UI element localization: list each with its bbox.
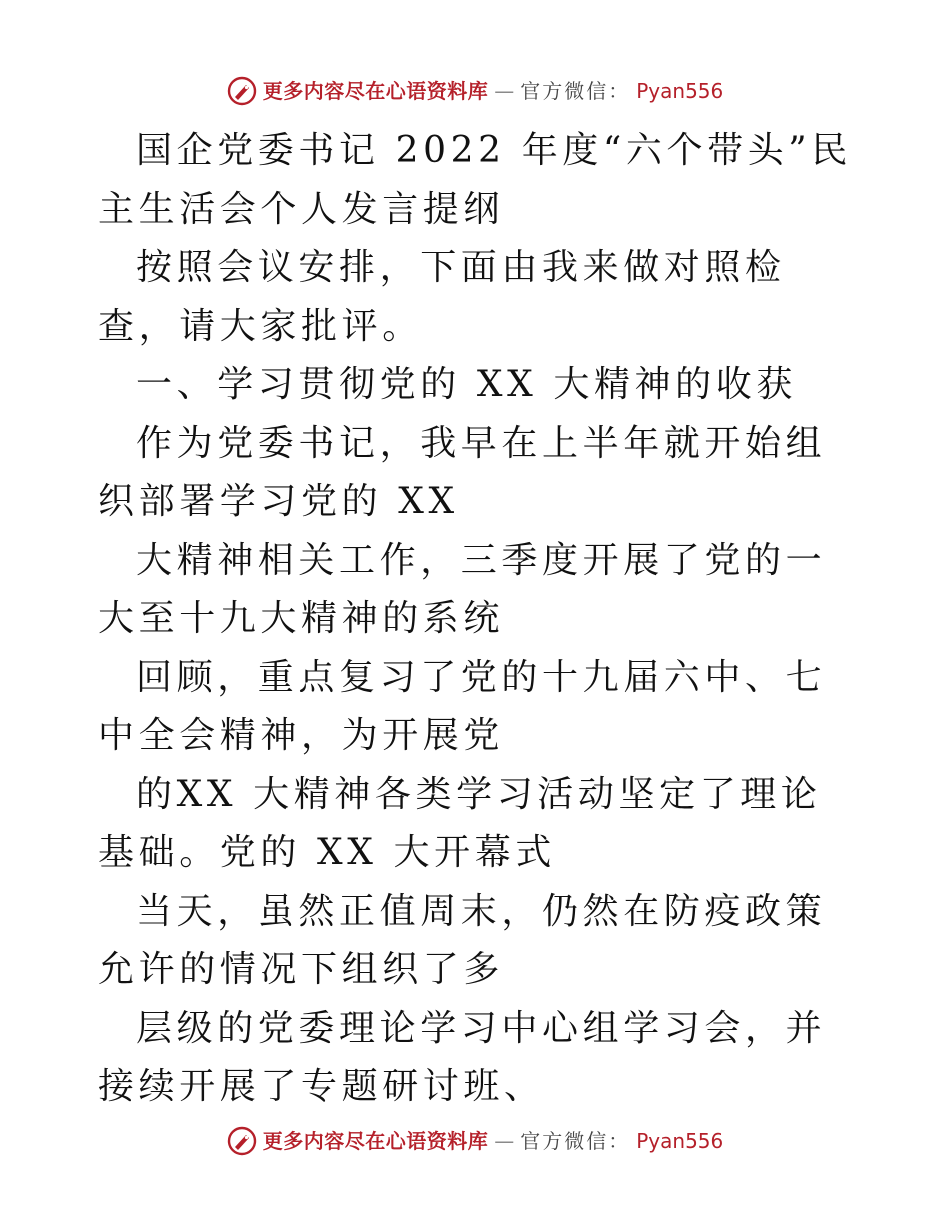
watermark-wechat-id: Pyan556 <box>636 79 724 103</box>
document-title: 国企党委书记 2022 年度“六个带头”民主生活会个人发言提纲 <box>98 130 852 230</box>
watermark-sub-text: 官方微信： <box>520 1129 631 1153</box>
paragraph-line: 回顾，重点复习了党的十九届六中、七中全会精神，为开展党 <box>98 656 827 756</box>
watermark-wechat-id: Pyan556 <box>636 1129 724 1153</box>
paragraph-line: 当天，虽然正值周末，仍然在防疫政策允许的情况下组织了多 <box>98 890 827 990</box>
header-watermark <box>0 74 950 108</box>
watermark-dash: — <box>494 1129 515 1153</box>
paragraph-line: 的XX 大精神各类学习活动坚定了理论基础。党的 XX 大开幕式 <box>98 773 822 873</box>
watermark-main-text: 更多内容尽在心语资料库 <box>262 1129 489 1153</box>
paragraph-line: 作为党委书记，我早在上半年就开始组织部署学习党的 XX <box>98 422 827 522</box>
paragraph-line: 大精神相关工作，三季度开展了党的一大至十九大精神的系统 <box>98 539 827 639</box>
watermark-dash: — <box>494 79 515 103</box>
paragraph-line: 层级的党委理论学习中心组学习会，并接续开展了专题研讨班、 <box>98 1007 827 1107</box>
paragraph-intro: 按照会议安排，下面由我来做对照检查，请大家批评。 <box>98 247 786 347</box>
pen-nib-logo-icon <box>227 1126 257 1156</box>
watermark-sub-text: 官方微信： <box>520 79 631 103</box>
document-body <box>98 122 858 1117</box>
pen-nib-logo-icon <box>227 76 257 106</box>
section-heading-1: 一、学习贯彻党的 XX 大精神的收获 <box>136 364 797 405</box>
watermark-main-text: 更多内容尽在心语资料库 <box>262 79 489 103</box>
footer-watermark <box>0 1124 950 1158</box>
